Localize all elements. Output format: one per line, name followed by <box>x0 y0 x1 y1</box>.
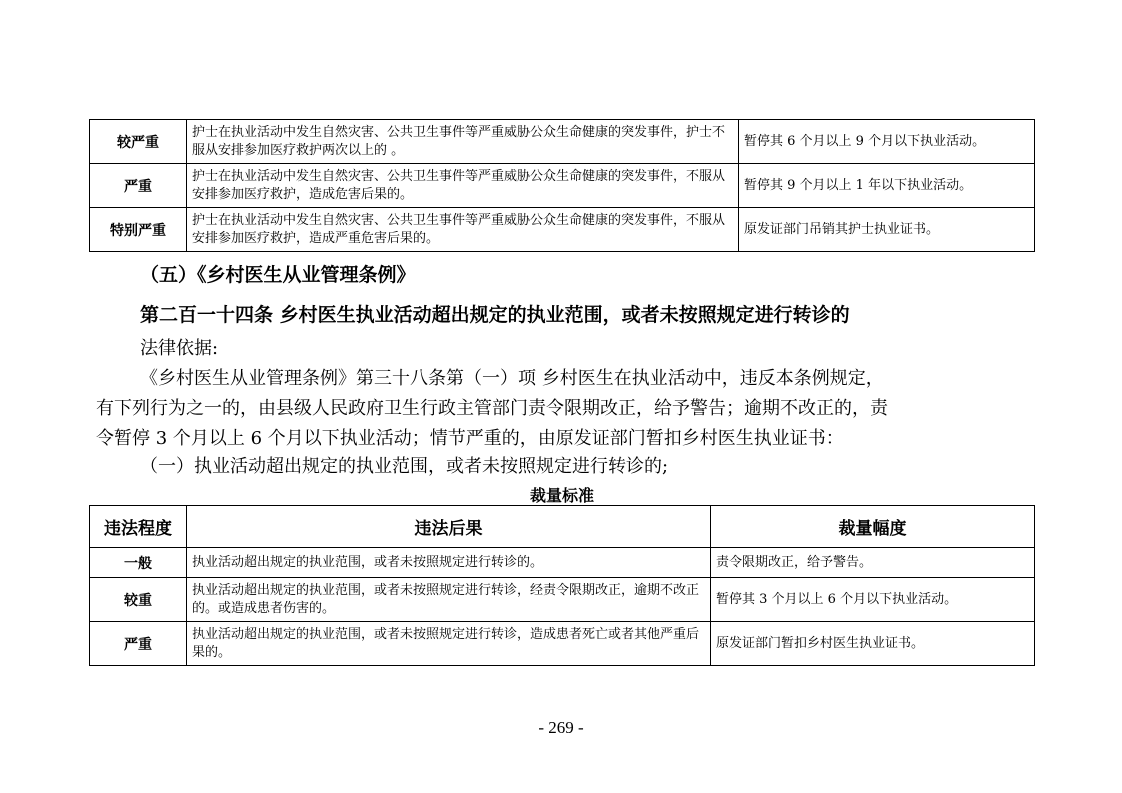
severity-cell: 较重 <box>90 578 187 622</box>
legal-text-line: （一）执业活动超出规定的执业范围，或者未按照规定进行转诊的; <box>140 456 669 477</box>
violation-cell: 护士在执业活动中发生自然灾害、公共卫生事件等严重威胁公众生命健康的突发事件，护士不服从安排参加医疗救护两次以上的 。 <box>187 120 739 164</box>
violation-cell: 执业活动超出规定的执业范围，或者未按照规定进行转诊的。 <box>187 548 711 578</box>
legal-text-line: 有下列行为之一的，由县级人民政府卫生行政主管部门责令限期改正，给予警告；逾期不改正的，责 <box>96 398 888 419</box>
measure-cell: 责令限期改正，给予警告。 <box>711 548 1035 578</box>
severity-cell: 较严重 <box>90 120 187 164</box>
penalty-table-village-doctor <box>89 505 1035 666</box>
table-row <box>90 208 1035 252</box>
severity-cell: 严重 <box>90 164 187 208</box>
severity-cell: 严重 <box>90 622 187 666</box>
table-row <box>90 120 1035 164</box>
violation-cell: 执业活动超出规定的执业范围，或者未按照规定进行转诊，造成患者死亡或者其他严重后果的。 <box>187 622 711 666</box>
table-row <box>90 164 1035 208</box>
legal-text-line: 令暂停 3 个月以上 6 个月以下执业活动；情节严重的，由原发证部门暂扣乡村医生执业证书： <box>96 428 844 449</box>
table-caption: 裁量标准 <box>529 486 594 505</box>
measure-cell: 暂停其 3 个月以上 6 个月以下执业活动。 <box>711 578 1035 622</box>
measure-cell: 暂停其 6 个月以上 9 个月以下执业活动。 <box>739 120 1035 164</box>
violation-cell: 护士在执业活动中发生自然灾害、公共卫生事件等严重威胁公众生命健康的突发事件，不服从安排参加医疗救护，造成危害后果的。 <box>187 164 739 208</box>
table-row <box>90 578 1035 622</box>
section-title: （五）《乡村医生从业管理条例》 <box>140 264 416 286</box>
page-number: - 269 - <box>538 718 584 737</box>
header-consequence: 违法后果 <box>187 506 711 548</box>
table-row <box>90 622 1035 666</box>
legal-basis-label: 法律依据: <box>140 338 219 359</box>
severity-cell: 一般 <box>90 548 187 578</box>
header-measure: 裁量幅度 <box>711 506 1035 548</box>
table-header-row <box>90 506 1035 548</box>
violation-cell: 护士在执业活动中发生自然灾害、公共卫生事件等严重威胁公众生命健康的突发事件，不服从安排参加医疗救护，造成严重危害后果的。 <box>187 208 739 252</box>
measure-cell: 暂停其 9 个月以上 1 年以下执业活动。 <box>739 164 1035 208</box>
severity-cell: 特别严重 <box>90 208 187 252</box>
measure-cell: 原发证部门吊销其护士执业证书。 <box>739 208 1035 252</box>
violation-cell: 执业活动超出规定的执业范围，或者未按照规定进行转诊，经责令限期改正，逾期不改正的。或造成患者伤害的。 <box>187 578 711 622</box>
article-title: 第二百一十四条 乡村医生执业活动超出规定的执业范围，或者未按照规定进行转诊的 <box>140 304 850 326</box>
header-severity: 违法程度 <box>90 506 187 548</box>
table-row <box>90 548 1035 578</box>
penalty-table-nurse <box>89 119 1035 252</box>
legal-text-line: 《乡村医生从业管理条例》第三十八条第（一）项 乡村医生在执业活动中，违反本条例规定， <box>140 368 884 389</box>
measure-cell: 原发证部门暂扣乡村医生执业证书。 <box>711 622 1035 666</box>
